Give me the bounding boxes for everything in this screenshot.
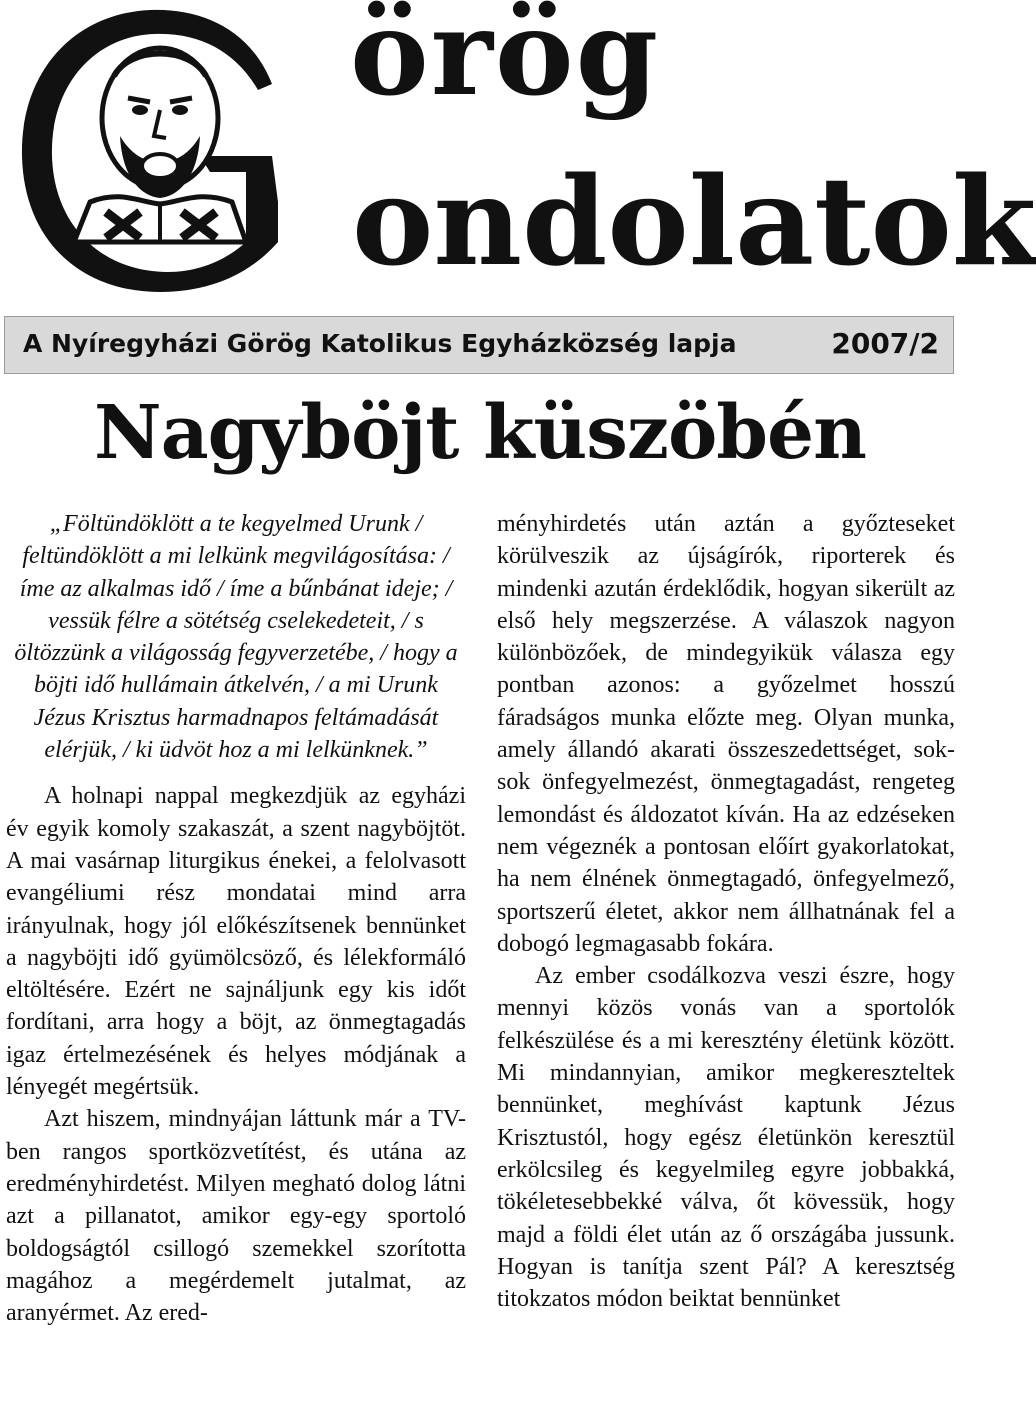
article-column-left [6, 508, 466, 1329]
article-paragraph: Azt hiszem, mindnyájan láttunk már a TV-ben rangos sportközvetítést, és utána az eredményhirdetést. Milyen megható dolog látni azt a pillanatot, amikor egy-egy sportoló boldogságtól csillogó szemekkel szorította magához a megérdemelt jutalmat, az aranyérmet. Az ered- [6, 1106, 466, 1327]
masthead-word-1: örög [350, 0, 661, 122]
article-column-right [497, 508, 955, 1315]
subtitle-band [4, 316, 954, 374]
masthead-logo-g [10, 6, 300, 296]
article-paragraph: ményhirdetés után aztán a győzteseket körülveszik az újságírók, riporterek és mindenki azután érdeklődik, hogyan sikerült az első hely megszerzése. A válaszok nagyon különbözőek, de mindegyikük válasza egy pontban azonos: a győzelmet hosszú fáradságos munka előzte meg. Olyan munka, amely állandó akarati összeszedettséget, sok-sok önfegyelmezést, önmegtagadást, rengeteg lemondást és áldozatot kíván. Ha az edzéseken nem végeznék a pontosan előírt gyakorlatokat, ha nem élnének önmegtagadó, önfegyelmező, sportszerű életet, akkor nem állhatnának fel a dobogó legmagasabb fokára. [497, 511, 955, 957]
article-headline: Nagyböjt küszöbén [94, 390, 866, 476]
article-paragraph: A holnapi nappal megkezdjük az egyházi év egyik komoly szakaszát, a szent nagyböjtöt. A mai vasárnap liturgikus énekei, a felolvasott evangéliumi rész mondatai mind arra irányulnak, hogy jól előkészítsenek bennünket a nagyböjti idő gyümölcsöző, és lélekformáló eltöltésére. Ezért ne sajnáljunk egy kis időt fordítani, arra hogy a böjt, az önmegtagadás igaz értelmezésének és helyes módjának a lényegét megértsük. [6, 783, 466, 1101]
saint-portrait-icon [10, 6, 300, 296]
article-paragraph: Az ember csodálkozva veszi észre, hogy mennyi közös vonás van a sportolók felkészülése és a mi keresztény életünk között. Mi mindannyian, amikor megkereszteltek bennünket, meghívást kaptunk Jézus Krisztustól, hogy egész életünkön keresztül erkölcsileg és kegyelmileg egyre jobbakká, tökéletesebbekké válva, őt kövessük, hogy majd a földi élet után az ő országába jussunk. Hogyan is tanítja szent Pál? A keresztség titokzatos módon beiktat bennünket [497, 963, 955, 1313]
masthead-word-2: ondolatok [352, 149, 1036, 293]
liturgical-quote: „Föltündöklött a te kegyelmed Urunk / feltündöklött a mi lelkünk megvilágosítása: / íme az alkalmas idő / íme a bűnbánat ideje; / vessük félre a sötétség cselekedeteit, / s öltözzünk a világosság fegyverzetébe, / hogy a böjti idő hullámain átkelvén, / a mi Urunk Jézus Krisztus harmadnapos feltámadását elérjük, / ki üdvöt hoz a mi lelkünknek.” [14, 511, 458, 764]
publication-subtitle: A Nyíregyházi Görög Katolikus Egyházközség lapja [23, 329, 737, 358]
issue-number: 2007/2 [831, 327, 939, 360]
